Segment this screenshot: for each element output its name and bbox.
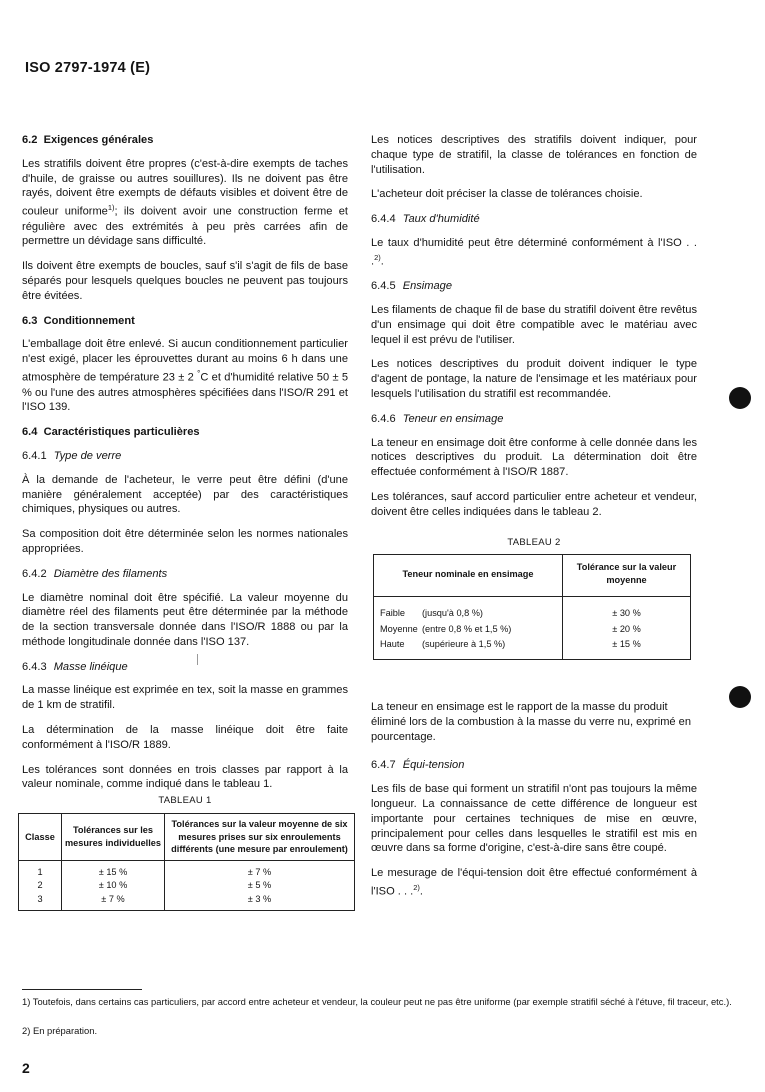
section-6-4-7-paragraph-1: Les fils de base qui forment un stratifil n'ont pas toujours la même longueur. La connaissance de cette différence de longueur est importante pour certaines techniques de mise en œuvre, principalement pour celles dans lesquelles le stratifil est mis en œuvre dans sa forme d'origine, c'est-à-dire sans être coupé.	[371, 783, 697, 855]
table-2	[373, 554, 691, 660]
section-6-4-6-paragraph-1: La teneur en ensimage doit être conforme à celle donnée dans les notices descriptives du produit. La détermination doit être effectuée conformément à l'ISO/R 1887.	[371, 436, 697, 479]
section-6-3-paragraph: L'emballage doit être enlevé. Si aucun conditionnement particulier n'est exigé, placer les éprouvettes durant au moins 6 h dans une atmosphère de température 23 ± 2 °C et d'humidité relative 50 ± 5 % ou l'une des autres atmosphères spécifiées dans l'ISO/R 291 et l'ISO 139.	[22, 338, 349, 414]
table-cell: Moyenne (entre 0,8 % et 1,5 %)	[380, 623, 512, 634]
section-6-4-7-paragraph-2: Le mesurage de l'équi-tension doit être effectué conformément à l'ISO . . .$^{2)}$.	[371, 867, 697, 898]
section-6-4-3-paragraph-1: La masse linéique est exprimée en tex, soit la masse en grammes de 1 km de stratifil.	[22, 684, 348, 712]
table-cell: ± 7 %	[165, 860, 355, 879]
section-6-4-7-heading: 6.4.7 Équi-tension	[371, 759, 465, 772]
section-6-4-4-paragraph: Le taux d'humidité peut être déterminé conformément à l'ISO . . .$^{2)}$.	[371, 236, 697, 268]
section-6-2-heading: 6.2 Exigences générales	[22, 134, 154, 146]
footnote-rule	[22, 989, 142, 990]
table-1-header-class: Classe	[19, 814, 62, 861]
table-cell: ± 20 %	[563, 622, 691, 638]
table-cell: ± 7 %	[62, 893, 165, 911]
section-6-4-1-heading: 6.4.1 Type de verre	[22, 449, 122, 462]
table-row	[19, 860, 355, 879]
right-column	[371, 133, 697, 909]
section-6-4-6-heading: 6.4.6 Teneur en ensimage	[371, 412, 504, 425]
footnote-1: 1) Toutefois, dans certains cas particuliers, par accord entre acheteur et vendeur, la couleur peut ne pas être uniforme (par exemple stratifil séché à l'étuve, fil traceur, etc.).	[22, 996, 732, 1007]
content-definition-paragraph: La teneur en ensimage est le rapport de la masse du produit éliminé lors de la combustion à la masse du verre nu, exprimé en pourcentage.	[371, 700, 692, 743]
notices-paragraph: Les notices descriptives des stratifils doivent indiquer, pour chaque type de stratifil, la classe de tolérances en fonction de l'utilisation.	[371, 134, 697, 176]
left-column	[22, 133, 348, 911]
table-1-caption: TABLEAU 1	[158, 795, 212, 807]
table-2-header-tolerance: Tolérance sur la valeur moyenne	[563, 555, 691, 597]
margin-bullet-mark	[729, 387, 751, 409]
section-6-2-paragraph-2: Ils doivent être exempts de boucles, sauf s'il s'agit de fils de base séparés pour lesquels quelques boucles ne peuvent pas toujours être évitées.	[22, 260, 348, 302]
section-6-4-6-paragraph-2: Les tolérances, sauf accord particulier entre acheteur et vendeur, doivent être celles indiquées dans le tableau 2.	[371, 491, 697, 518]
table-cell: ± 30 %	[563, 597, 691, 622]
table-cell: 3	[37, 893, 43, 904]
table-2-header-content: Teneur nominale en ensimage	[374, 555, 563, 597]
section-6-4-3-heading: 6.4.3 Masse linéique	[22, 660, 128, 673]
table-cell: 1	[37, 866, 43, 877]
table-row	[19, 893, 355, 911]
table-row	[19, 879, 355, 893]
section-6-4-1-paragraph-1: À la demande de l'acheteur, le verre peut être défini (d'une manière généralement acceptée) par des caractéristiques chimiques, physiques ou autres.	[22, 473, 348, 516]
table-1	[18, 813, 355, 911]
table-row	[374, 622, 691, 638]
table-cell: Haute (supérieure à 1,5 %)	[380, 639, 506, 650]
section-6-4-heading: 6.4 Caractéristiques particulières	[22, 426, 200, 439]
section-6-4-5-heading: 6.4.5 Ensimage	[371, 280, 453, 293]
table-1-header-individual: Tolérances sur les mesures individuelles	[62, 814, 165, 861]
footnote-2: 2) En préparation.	[22, 1025, 98, 1036]
section-6-4-5-paragraph-1: Les filaments de chaque fil de base du stratifil doivent être revêtus d'un ensimage qui doit être compatible avec le matériau avec lequel il est prévu de l'utiliser.	[371, 304, 697, 346]
buyer-paragraph: L'acheteur doit préciser la classe de tolérances choisie.	[371, 188, 643, 201]
section-6-2-paragraph-1: Les stratifils doivent être propres (c'est-à-dire exempts de taches d'huile, de graisse ou autres souillures). Ils ne doivent pas être rayés, doivent être exempts de défauts visibles et doivent être de couleur uniforme$^{1)}$; ils doivent avoir une construction ferme et régulière avec des extrémités à peu près carrées afin de permettre un dévidage sans difficulté.	[22, 157, 348, 248]
section-6-4-1-paragraph-2: Sa composition doit être déterminée selon les normes nationales appropriées.	[22, 528, 348, 555]
table-cell: ± 3 %	[165, 893, 355, 911]
table-cell: ± 15 %	[62, 860, 165, 879]
footnote-ref-1: 1)	[107, 203, 115, 213]
table-cell: ± 10 %	[62, 879, 165, 893]
section-6-4-4-heading: 6.4.4 Taux d'humidité	[371, 213, 480, 226]
section-6-4-2-paragraph: Le diamètre nominal doit être spécifié. La valeur moyenne du diamètre réel des filaments peut être déterminée par la méthode de la section transversale donnée dans l'ISO/R 1888 ou par la méthode longitudinale donnée dans l'ISO 137.	[22, 591, 348, 648]
section-6-4-3-paragraph-2: La détermination de la masse linéique doit être faite conformément à l'ISO/R 1889.	[22, 724, 348, 751]
table-cell: ± 5 %	[165, 879, 355, 893]
table-row	[374, 597, 691, 622]
footnote-ref-2: 2)	[374, 252, 381, 262]
table-2-caption: TABLEAU 2	[507, 536, 561, 548]
section-6-3-heading: 6.3 Conditionnement	[22, 314, 135, 327]
stray-mark	[197, 654, 198, 665]
document-header: ISO 2797-1974 (E)	[25, 60, 151, 76]
table-1-header-mean: Tolérances sur la valeur moyenne de six mesures prises sur six enroulements différents (une mesure par enroulement)	[165, 814, 355, 861]
section-6-4-5-paragraph-2: Les notices descriptives du produit doivent indiquer le type d'agent de pontage, la nature de l'ensimage et les matériaux pour lesquels l'utilisation du stratifil est recommandée.	[371, 358, 697, 401]
table-cell: Faible (jusqu'à 0,8 %)	[380, 608, 483, 619]
section-6-4-3-paragraph-3: Les tolérances sont données en trois classes par rapport à la valeur nominale, comme indiqué dans le tableau 1.	[22, 763, 348, 791]
table-cell: 2	[37, 880, 43, 891]
table-cell: ± 15 %	[563, 637, 691, 659]
margin-bullet-mark	[729, 686, 751, 708]
section-6-4-2-heading: 6.4.2 Diamètre des filaments	[22, 567, 168, 580]
page-number: 2	[22, 1060, 30, 1076]
table-row	[374, 637, 691, 659]
